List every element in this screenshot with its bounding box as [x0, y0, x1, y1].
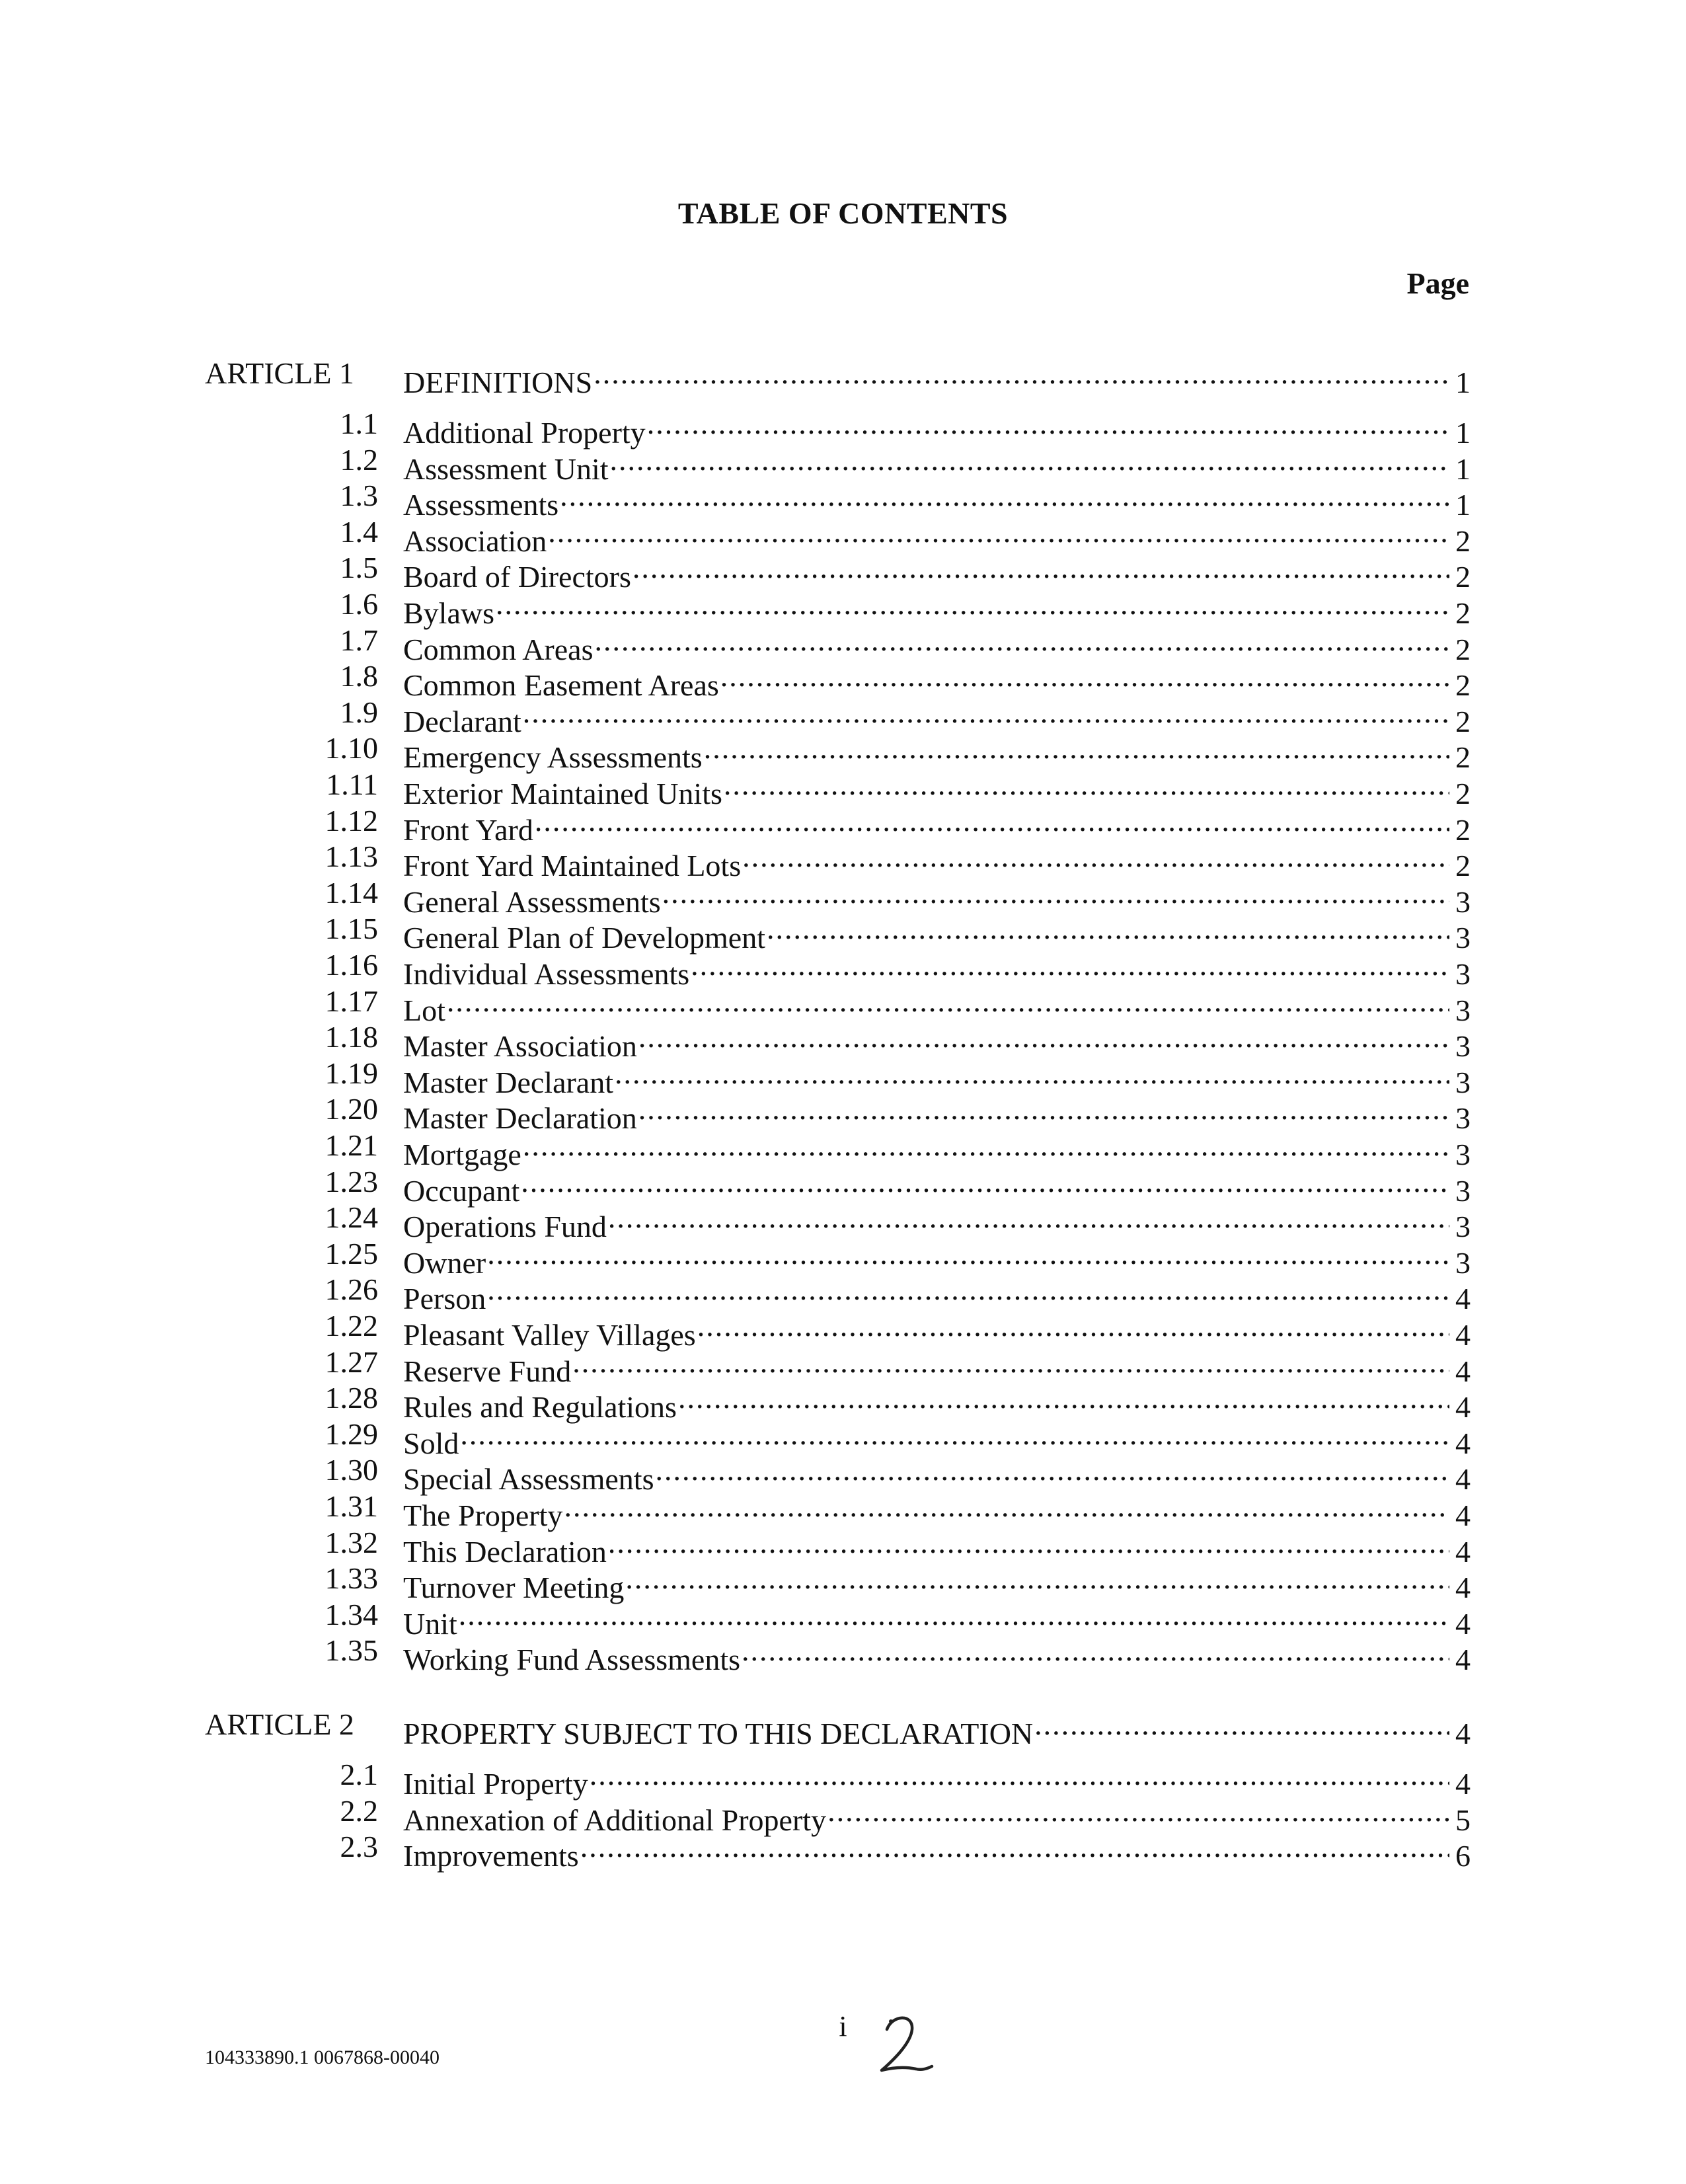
section-page-number: 2 [1455, 777, 1471, 810]
dot-leader [572, 1343, 1449, 1382]
section-number: 1.17 [325, 984, 378, 1018]
section-number: 1.11 [326, 767, 378, 801]
section-number: 1.31 [325, 1489, 378, 1523]
section-page-number: 3 [1455, 1173, 1471, 1208]
toc-section-row [205, 1343, 1471, 1388]
toc-section-row [205, 838, 1471, 883]
section-number: 1.10 [325, 731, 378, 765]
section-page-number: 2 [1455, 632, 1471, 666]
toc-section-row [205, 802, 1471, 847]
dot-leader [827, 1792, 1449, 1830]
section-title: Master Declaration [403, 1101, 637, 1136]
section-page-number: 4 [1455, 1462, 1471, 1497]
section-page-number: 1 [1455, 416, 1471, 449]
section-title: Common Areas [403, 632, 594, 666]
toc-section-row [205, 657, 1471, 703]
dot-leader [460, 1415, 1449, 1454]
section-number: 2.3 [340, 1830, 378, 1864]
dot-leader [521, 1163, 1449, 1201]
section-title: Emergency Assessments [403, 740, 703, 775]
toc-section-row [205, 765, 1471, 810]
section-page-number: 2 [1455, 704, 1471, 738]
section-number: 1.15 [325, 912, 378, 946]
section-title: Sold [403, 1426, 459, 1460]
dot-leader [615, 1054, 1449, 1093]
dot-leader [447, 982, 1449, 1021]
section-page-number: 1 [1455, 451, 1471, 486]
section-page-number: 6 [1455, 1839, 1471, 1873]
section-title: Pleasant Valley Villages [403, 1318, 696, 1352]
dot-leader [678, 1379, 1449, 1417]
dot-leader [655, 1451, 1449, 1489]
dot-leader [487, 1235, 1449, 1273]
section-title: Front Yard [403, 812, 533, 847]
dot-leader [610, 441, 1450, 479]
article-label: ARTICLE 2 [205, 1707, 354, 1741]
footer-page-number: i [839, 2010, 847, 2043]
toc-section-row [205, 441, 1471, 486]
section-page-number: 4 [1455, 1354, 1471, 1388]
section-page-number: 4 [1455, 1282, 1471, 1316]
section-page-number: 3 [1455, 921, 1471, 955]
article-title: DEFINITIONS [403, 366, 593, 399]
dot-leader [459, 1596, 1449, 1634]
section-title: Occupant [403, 1173, 520, 1208]
section-number: 1.22 [325, 1309, 378, 1343]
dot-leader [608, 1524, 1449, 1562]
article-entry [403, 1705, 1471, 1753]
section-title: Declarant [403, 704, 521, 738]
section-page-number: 2 [1455, 849, 1471, 883]
section-title: Turnover Meeting [403, 1571, 625, 1605]
section-title: Lot [403, 993, 445, 1027]
dot-leader [523, 1126, 1449, 1165]
article-heading [205, 1705, 1471, 1750]
section-entry [403, 1631, 1471, 1679]
section-page-number: 4 [1455, 1499, 1471, 1532]
section-page-number: 1 [1455, 488, 1471, 522]
dot-leader [742, 1631, 1449, 1670]
section-title: Unit [403, 1606, 457, 1641]
section-number: 1.2 [340, 442, 378, 477]
toc-section-row [205, 1415, 1471, 1460]
section-number: 1.21 [325, 1128, 378, 1162]
section-number: 1.28 [325, 1381, 378, 1415]
toc-section-row [205, 729, 1471, 775]
section-title: Mortgage [403, 1138, 521, 1171]
page-column-header: Page [1406, 266, 1469, 300]
dot-leader [535, 802, 1449, 840]
section-title: Annexation of Additional Property [403, 1803, 827, 1837]
toc-section-row [205, 1090, 1471, 1136]
section-number: 1.34 [325, 1597, 378, 1631]
article-page-number: 1 [1455, 366, 1471, 399]
section-number: 2.1 [340, 1758, 378, 1791]
toc-section-row [205, 1756, 1471, 1801]
dot-leader [1034, 1705, 1449, 1744]
dot-leader [691, 946, 1449, 984]
dot-leader [523, 693, 1449, 732]
dot-leader [767, 910, 1449, 948]
toc-section-row [205, 549, 1471, 594]
dot-leader [487, 1270, 1449, 1309]
section-title: General Plan of Development [403, 921, 765, 955]
section-number: 1.26 [325, 1272, 378, 1307]
section-number: 2.2 [340, 1793, 378, 1828]
toc-section-row [205, 982, 1471, 1027]
toc-section-row [205, 405, 1471, 449]
dot-leader [580, 1828, 1449, 1866]
toc-section-row [205, 1126, 1471, 1171]
section-entry [403, 1828, 1471, 1875]
toc-section-row [205, 1163, 1471, 1208]
dot-leader [608, 1198, 1449, 1237]
dot-leader [548, 513, 1449, 551]
dot-leader [638, 1090, 1449, 1128]
section-page-number: 4 [1455, 1426, 1471, 1460]
dot-leader [594, 621, 1449, 660]
section-number: 1.30 [325, 1453, 378, 1487]
section-page-number: 4 [1455, 1390, 1471, 1424]
section-number: 1.19 [325, 1056, 378, 1090]
section-number: 1.35 [325, 1633, 378, 1668]
section-title: The Property [403, 1499, 563, 1532]
section-number: 1.14 [325, 875, 378, 910]
section-title: Assessment Unit [403, 451, 609, 486]
toc-section-row [205, 1451, 1471, 1497]
section-title: Initial Property [403, 1767, 588, 1801]
toc-section-row [205, 1018, 1471, 1064]
section-page-number: 3 [1455, 1210, 1471, 1244]
section-title: Bylaws [403, 596, 494, 630]
section-number: 1.9 [340, 695, 378, 729]
section-title: Person [403, 1282, 486, 1316]
dot-leader [697, 1307, 1449, 1345]
footer-document-id: 104333890.1 0067868-00040 [205, 2047, 440, 2068]
section-page-number: 3 [1455, 957, 1471, 991]
section-title: General Assessments [403, 884, 661, 919]
section-page-number: 3 [1455, 1245, 1471, 1280]
section-number: 1.8 [340, 659, 378, 693]
toc-section-row [205, 874, 1471, 919]
toc-section-row [205, 1198, 1471, 1244]
article-entry [403, 354, 1471, 402]
section-page-number: 5 [1455, 1803, 1471, 1837]
dot-leader [724, 765, 1449, 804]
section-title: Working Fund Assessments [403, 1643, 740, 1677]
dot-leader [625, 1559, 1449, 1598]
toc-section-row [205, 477, 1471, 522]
section-page-number: 4 [1455, 1643, 1471, 1677]
section-title: Master Declarant [403, 1065, 614, 1099]
section-page-number: 2 [1455, 524, 1471, 558]
section-page-number: 3 [1455, 1029, 1471, 1064]
section-title: Owner [403, 1245, 486, 1280]
section-page-number: 4 [1455, 1534, 1471, 1569]
dot-leader [742, 838, 1449, 876]
toc-section-row [205, 1631, 1471, 1677]
section-number: 1.5 [340, 551, 378, 585]
section-title: Individual Assessments [403, 957, 690, 991]
section-page-number: 3 [1455, 884, 1471, 919]
dot-leader [647, 405, 1449, 443]
section-number: 1.18 [325, 1020, 378, 1054]
section-number: 1.16 [325, 948, 378, 982]
toc-section-row [205, 693, 1471, 738]
section-title: Special Assessments [403, 1462, 654, 1497]
section-number: 1.1 [340, 407, 378, 440]
toc-section-row [205, 1379, 1471, 1424]
section-number: 1.12 [325, 803, 378, 838]
section-page-number: 4 [1455, 1606, 1471, 1641]
section-title: Board of Directors [403, 560, 631, 594]
section-number: 1.32 [325, 1525, 378, 1559]
dot-leader [704, 729, 1449, 767]
section-page-number: 2 [1455, 596, 1471, 630]
dot-leader [720, 657, 1449, 695]
section-page-number: 3 [1455, 1065, 1471, 1099]
dot-leader [496, 585, 1449, 623]
toc-section-row [205, 1524, 1471, 1569]
section-page-number: 3 [1455, 993, 1471, 1027]
section-number: 1.24 [325, 1200, 378, 1235]
section-number: 1.7 [340, 623, 378, 657]
toc-section-row [205, 1487, 1471, 1532]
article-page-number: 4 [1455, 1717, 1471, 1750]
article-label: ARTICLE 1 [205, 356, 354, 390]
section-page-number: 2 [1455, 740, 1471, 775]
toc-section-row [205, 621, 1471, 666]
section-title: This Declaration [403, 1534, 607, 1569]
toc-section-row [205, 946, 1471, 991]
section-number: 1.25 [325, 1236, 378, 1270]
section-page-number: 3 [1455, 1138, 1471, 1171]
toc-section-row [205, 910, 1471, 955]
toc-section-row [205, 1596, 1471, 1641]
section-page-number: 3 [1455, 1101, 1471, 1136]
section-page-number: 2 [1455, 560, 1471, 594]
handwritten-page-mark [872, 2009, 939, 2082]
section-number: 1.20 [325, 1092, 378, 1126]
dot-leader [638, 1018, 1449, 1056]
section-page-number: 2 [1455, 668, 1471, 703]
section-number: 1.6 [340, 587, 378, 621]
section-number: 1.33 [325, 1561, 378, 1596]
toc-section-row [205, 1792, 1471, 1837]
section-title: Exterior Maintained Units [403, 777, 722, 810]
toc-section-row [205, 1235, 1471, 1280]
section-number: 1.29 [325, 1417, 378, 1451]
section-title: Association [403, 524, 547, 558]
toc-section-row [205, 585, 1471, 630]
section-number: 1.27 [325, 1345, 378, 1379]
toc-section-row [205, 513, 1471, 558]
dot-leader [560, 477, 1449, 515]
section-title: Master Association [403, 1029, 637, 1064]
article-title: PROPERTY SUBJECT TO THIS DECLARATION [403, 1717, 1034, 1750]
article-heading [205, 354, 1471, 399]
section-title: Operations Fund [403, 1210, 607, 1244]
dot-leader [632, 549, 1449, 587]
section-number: 1.13 [325, 839, 378, 874]
section-page-number: 4 [1455, 1318, 1471, 1352]
toc-section-row [205, 1270, 1471, 1316]
section-number: 1.3 [340, 479, 378, 513]
section-title: Improvements [403, 1839, 579, 1873]
page-title: TABLE OF CONTENTS [677, 196, 1009, 230]
section-number: 1.23 [325, 1164, 378, 1198]
dot-leader [662, 874, 1449, 912]
toc-section-row [205, 1054, 1471, 1099]
dot-leader [590, 1756, 1449, 1794]
section-title: Rules and Regulations [403, 1390, 677, 1424]
section-title: Additional Property [403, 416, 646, 449]
section-title: Common Easement Areas [403, 668, 719, 703]
section-title: Front Yard Maintained Lots [403, 849, 742, 883]
toc-section-row [205, 1828, 1471, 1873]
section-number: 1.4 [340, 514, 378, 549]
section-title: Assessments [403, 488, 559, 522]
section-title: Reserve Fund [403, 1354, 572, 1388]
toc-section-row [205, 1559, 1471, 1605]
section-page-number: 2 [1455, 812, 1471, 847]
dot-leader [594, 354, 1449, 393]
section-page-number: 4 [1455, 1767, 1471, 1801]
toc-section-row [205, 1307, 1471, 1352]
dot-leader [564, 1487, 1449, 1526]
section-page-number: 4 [1455, 1571, 1471, 1605]
